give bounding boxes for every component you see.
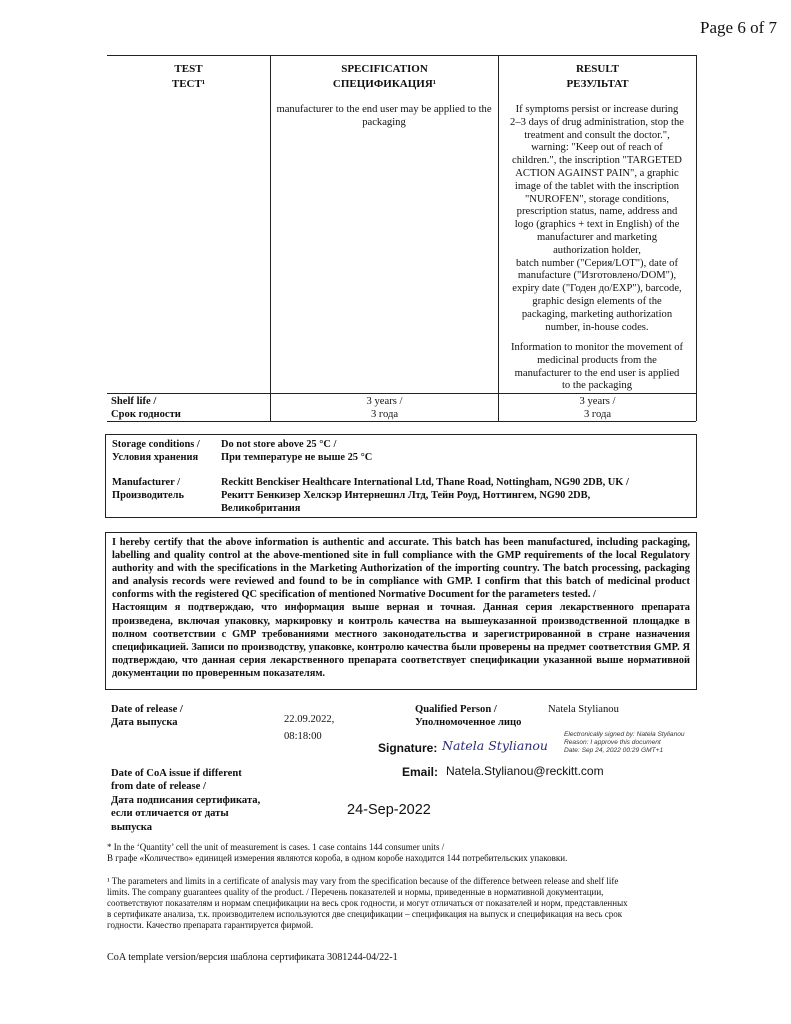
header-specification [271,62,498,92]
result-line: If symptoms persist or increase during [515,104,679,115]
quantity-footnote-ru: В графе «Количество» единицей измерения являются короба, в одном коробе находится 144 потребительских упаковки. [107,853,568,863]
release-time: 08:18:00 [284,731,322,742]
header-result-en: RESULT [575,63,619,75]
col-divider-1 [270,55,271,421]
quantity-footnote-en: * In the ‘Quantity’ cell the unit of measurement is cases. 1 case contains 144 consumer units / [107,842,445,852]
esign-line: Reason: I approve this document [564,739,661,746]
result-line: Information to monitor the movement of [510,342,684,353]
header-spec-ru: СПЕЦИФИКАЦИЯ¹ [332,78,437,90]
coa-issue-date: 24-Sep-2022 [347,802,431,818]
result-line: image of the tablet with the inscription [514,180,680,192]
packaging-result-cell [502,104,692,334]
certification-ru: Настоящим я подтверждаю, что информация выше верная и точная. Данная серия лекарственного препарата произведена, включая упаковку, маркировку и контроль качества на вышеуказанной производственной площадке в полном соответствии с GMP требованиями местного законодательства и зарегистрированной в стране назначения спецификацией. Записи по производству, упаковке, контролю качества были проверены на предмет соответствия GMP. Я подтверждаю, что данная серия лекарственного препарата соответствует спецификации указанной выше нормативной документации по проверенным показателям. [112,602,690,679]
result-line: manufacturer and marketing [536,231,657,243]
footnote-line: соответствуют показателям и нормам спецификации на весь срок годности, и могут отличаться от показателей и норм, представленных [107,898,628,908]
storage-label [112,438,218,464]
result-line: 2–3 days of drug administration, stop the [510,116,684,128]
template-version: CoA template version/версия шаблона сертификата 3081244-04/22-1 [107,952,398,963]
specification-footnote [107,876,727,931]
storage-value-en: Do not store above 25 °C / [221,439,337,450]
shelf-life-result [499,396,696,422]
header-spec-en: SPECIFICATION [341,63,428,75]
release-date-value [284,711,334,745]
qualified-person-name: Natela Stylianou [548,704,619,715]
release-date: 22.09.2022, [284,714,335,725]
shelf-life-spec-ru: 3 года [370,408,399,420]
coa-label-line: from date of release / [111,781,206,793]
shelf-life-result-ru: 3 года [583,408,612,420]
release-date-label-en: Date of release / [111,704,183,715]
header-test-ru: ТЕСТ¹ [171,78,206,90]
header-result [499,62,696,92]
packaging-result-cell-2 [502,342,692,393]
release-date-label-ru: Дата выпуска [111,717,178,729]
esign-line: Date: Sep 24, 2022 00:29 GMT+1 [564,747,664,754]
email-value: Natela.Stylianou@reckitt.com [446,764,604,778]
manufacturer-label-en: Manufacturer / [112,477,181,488]
result-line: manufacture ("Изготовлено/DOM"), [517,270,677,282]
signature-label: Signature: [378,741,438,755]
footnote-line: limits. The company guarantees quality of the product. / Перечень показателей и нормы, приведенные в нормативной документации, [107,887,604,897]
manufacturer-value [221,476,695,515]
result-line: "NUROFEN", storage conditions, [524,193,669,205]
release-date-label [111,703,183,730]
certification-en: I hereby certify that the above information is authentic and accurate. This batch has been manufactured, including packaging, labelling and quality control at the above-mentioned site in full compliance with the GMP requirements of the local Regulatory authority and with the specifications in the Marketing Authorization of the importing country. The batch processing, packaging and analysis records were reviewed and found to be in compliance with GMP. I confirm that this batch of medicinal product conforms with the registered QC specification of mentioned Normative Document for the parameters tested. / [112,537,690,601]
shelf-life-result-en: 3 years / [579,396,616,407]
esign-line: Electronically signed by: Natela Stylianou [564,731,685,738]
header-result-ru: РЕЗУЛЬТАТ [566,78,629,90]
result-line: batch number ("Серия/LOT"), date of [516,257,678,269]
table-right-border [696,55,697,421]
header-test [107,62,270,92]
coa-issue-label [111,767,260,834]
qualified-person-label-en: Qualified Person / [415,704,497,715]
storage-value-ru: При температуре не выше 25 °С [221,452,373,463]
manufacturer-value-ru: Рекитт Бенкизер Хелскэр Интернешнл Лтд, Тейн Роуд, Ноттингем, NG90 2DB, [221,490,591,501]
result-line: manufacturer to the end user is applied [514,367,680,379]
manufacturer-label [112,476,218,502]
result-line: graphic design elements of the [532,295,662,307]
signature-image: Natela Stylianou [442,738,548,753]
manufacturer-label-ru: Производитель [112,490,184,501]
result-line: treatment and consult the doctor.", [524,129,670,141]
coa-label-line: выпуска [111,821,153,833]
shelf-life-spec [271,396,498,422]
qualified-person-label [415,703,521,730]
certification-box [105,532,697,690]
result-line: warning: "Keep out of reach of [531,142,663,154]
table-top-border [107,55,696,56]
result-line: ACTION AGAINST PAIN", a graphic [515,167,679,179]
storage-label-ru: Условия хранения [112,452,199,463]
manufacturer-value-en: Reckitt Benckiser Healthcare International Ltd, Thane Road, Nottingham, NG90 2DB, UK / [221,477,629,488]
qualified-person-label-ru: Уполномоченное лицо [415,717,522,729]
result-line: to the packaging [561,380,632,392]
shelf-life-label-ru: Срок годности [111,408,181,420]
page-number: Page 6 of 7 [700,18,777,37]
storage-value [221,438,691,464]
header-test-en: TEST [174,63,203,75]
shelf-life-label [111,396,267,422]
result-line: packaging, marketing authorization [521,308,673,320]
shelf-life-label-en: Shelf life / [111,396,157,407]
storage-manufacturer-box [105,434,697,518]
result-line: prescription status, name, address and [516,206,678,218]
quantity-footnote [107,842,707,864]
coa-label-line: Дата подписания сертификата, [111,794,261,806]
shelf-life-spec-en: 3 years / [366,396,403,407]
result-line: medicinal products from the [537,354,657,366]
footnote-line: ¹ The parameters and limits in a certificate of analysis may vary from the specification because of the difference between release and shelf life [107,876,619,886]
coa-label-line: Date of CoA issue if different [111,768,242,779]
storage-label-en: Storage conditions / [112,439,200,450]
col-divider-2 [498,55,499,421]
result-line: authorization holder, [553,244,641,256]
footnote-line: годности. Качество препарата гарантируется фирмой. [107,920,314,930]
electronic-signature-stamp [564,731,685,755]
manufacturer-value-ru-country: Великобритания [221,503,301,514]
result-line: expiry date ("Годен до/EXP"), barcode, [512,283,682,295]
result-line: number, in-house codes. [545,321,649,333]
result-line: logo (graphics + text in English) of the [514,219,680,231]
email-label: Email: [402,765,439,779]
result-line: children.", the inscription "TARGETED [512,155,682,167]
footnote-line: в сертификате анализа, т.к. производителем используются две спецификации – спецификация на выпуск и спецификация на весь срок [107,909,623,919]
coa-label-line: если отличается от даты [111,808,229,820]
packaging-spec-cell: manufacturer to the end user may be applied to the packaging [276,104,492,128]
